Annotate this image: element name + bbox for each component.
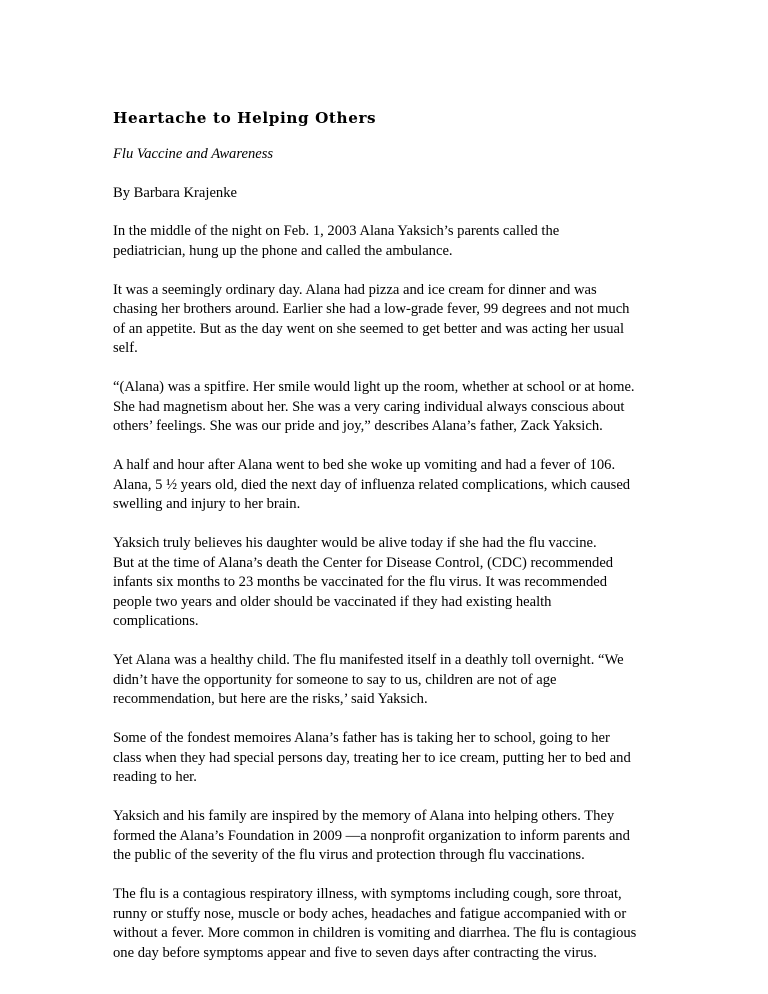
paragraph-line: Alana, 5 ½ years old, died the next day of influenza related complications, which caused	[113, 476, 631, 493]
paragraph-line: But at the time of Alana’s death the Center for Disease Control, (CDC) recommended	[113, 554, 614, 571]
paragraph-line: reading to her.	[113, 769, 197, 785]
paragraph	[113, 885, 658, 963]
paragraph-line: class when they had special persons day, treating her to ice cream, putting her to bed and	[113, 749, 631, 766]
paragraph-line: runny or stuffy nose, muscle or body aches, headaches and fatigue accompanied with or	[113, 905, 627, 922]
paragraph	[113, 651, 658, 710]
paragraph-line: chasing her brothers around. Earlier she had a low-grade fever, 99 degrees and not much	[113, 301, 630, 317]
paragraph-line: complications.	[113, 613, 199, 629]
paragraph-line: self.	[113, 340, 138, 356]
paragraph	[113, 456, 658, 515]
paragraph-line: one day before symptoms appear and five to seven days after contracting the virus.	[113, 944, 597, 961]
paragraph-line: pediatrician, hung up the phone and called the ambulance.	[113, 242, 453, 259]
article-subtitle: Flu Vaccine and Awareness	[113, 146, 274, 162]
paragraph-line: people two years and older should be vaccinated if they had existing health	[113, 593, 552, 610]
paragraph-line: didn’t have the opportunity for someone to say to us, children are not of age	[113, 671, 557, 688]
article-title: Heartache to Helping Others	[113, 109, 377, 127]
paragraph-line: Some of the fondest memoires Alana’s father has is taking her to school, going to her	[113, 730, 610, 746]
paragraph-line: recommendation, but here are the risks,’ said Yaksich.	[113, 691, 428, 707]
paragraph-line: without a fever. More common in children is vomiting and diarrhea. The flu is contagious	[113, 925, 637, 941]
paragraph-line: formed the Alana’s Foundation in 2009 —a nonprofit organization to inform parents and	[113, 827, 630, 844]
paragraph	[113, 222, 658, 261]
article-body	[113, 108, 658, 983]
paragraph	[113, 729, 658, 788]
paragraph	[113, 534, 658, 632]
paragraph-line: Yaksich truly believes his daughter would be alive today if she had the flu vaccine.	[113, 535, 597, 551]
paragraph-line: She had magnetism about her. She was a very caring individual always conscious about	[113, 398, 625, 415]
paragraph-line: “(Alana) was a spitfire. Her smile would light up the room, whether at school or at home.	[113, 379, 635, 395]
paragraph-line: the public of the severity of the flu virus and protection through flu vaccinations.	[113, 847, 585, 863]
paragraph-line: others’ feelings. She was our pride and joy,” describes Alana’s father, Zack Yaksich.	[113, 418, 603, 434]
paragraph-line: Yaksich and his family are inspired by the memory of Alana into helping others. They	[113, 808, 615, 824]
paragraph-line: of an appetite. But as the day went on she seemed to get better and was acting her usual	[113, 320, 625, 337]
paragraph-line: swelling and injury to her brain.	[113, 496, 301, 512]
paragraph-line: infants six months to 23 months be vaccinated for the flu virus. It was recommended	[113, 574, 608, 590]
paragraph	[113, 807, 658, 866]
paragraph-line: A half and hour after Alana went to bed she woke up vomiting and had a fever of 106.	[113, 457, 616, 473]
paragraph-line: The flu is a contagious respiratory illness, with symptoms including cough, sore throat,	[113, 886, 622, 902]
paragraph-line: Yet Alana was a healthy child. The flu manifested itself in a deathly toll overnight. “We	[113, 652, 624, 668]
paragraph-line: It was a seemingly ordinary day. Alana had pizza and ice cream for dinner and was	[113, 281, 597, 298]
article-byline: By Barbara Krajenke	[113, 184, 237, 201]
article-paragraphs	[113, 222, 658, 963]
paragraph-line: In the middle of the night on Feb. 1, 2003 Alana Yaksich’s parents called the	[113, 223, 560, 239]
paragraph	[113, 281, 658, 359]
paragraph	[113, 378, 658, 437]
